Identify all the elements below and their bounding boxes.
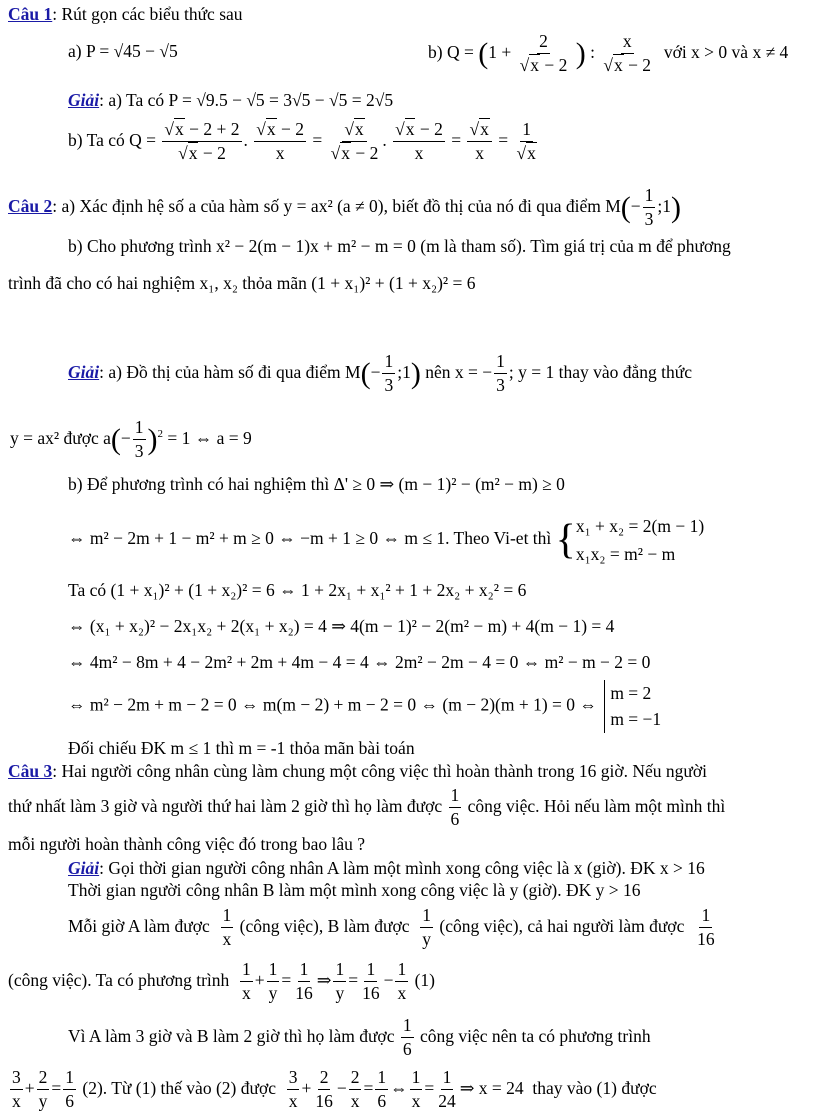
q2-heading: Câu 2	[8, 195, 53, 216]
q2-part-b-line1: b) Cho phương trình x² − 2(m − 1)x + m² − m = 0 (m là tham số). Tìm giá trị của m để phương	[68, 236, 731, 256]
q1-part-b: b) Q = (1 + $\frac{2}{√x - 2}$ ) : $\frac{x}{√x - 2}$ với x > 0 và x ≠ 4	[428, 31, 789, 76]
q2-solution-b5: ⇔ 4m² − 8m + 4 − 2m² + 2m + 4m − 4 = 4 ⇔ 2m² − 2m − 4 = 0 ⇔ m² − m − 2 = 0	[68, 652, 651, 672]
q2-part-b-line2: trình đã cho có hai nghiệm x₁, x₂ thỏa mãn (1 + x₁)² + (1 + x₂)² = 6	[8, 273, 476, 293]
q3-solution-1: Giải: Gọi thời gian người công nhân A làm một mình xong công việc là x (giờ). ĐK x > 16	[68, 858, 705, 878]
q1-condition: với x > 0 và x ≠ 4	[663, 41, 789, 62]
q1-title: : Rút gọn các biểu thức sau	[52, 4, 243, 24]
q3-solution-3: Mỗi giờ A làm được $\frac{1}{x}$ (công việc), B làm được $\frac{1}{y}$ (công việc), cả hai người làm được $\frac{1}{16}$	[68, 905, 715, 950]
q3-line3: mỗi người hoàn thành công việc đó trong bao lâu ?	[8, 834, 365, 854]
q3-solution-5: Vì A làm 3 giờ và B làm 2 giờ thì họ làm được $\frac{1}{6}$ công việc nên ta có phương trình	[68, 1015, 651, 1060]
q3-line1: Câu 3: Hai người công nhân cùng làm chung một công việc thì hoàn thành trong 16 giờ. Nếu người	[8, 761, 707, 781]
q2-solution-b3: Ta có (1 + x₁)² + (1 + x₂)² = 6 ⇔ 1 + 2x₁ + x₁² + 1 + 2x₂ + x₂² = 6	[68, 580, 527, 600]
q2-solution-a2: y = ax² được a(− $\frac{1}{3}$ )$^2$ = 1 ⇔ a = 9	[10, 417, 252, 462]
q3-solution-2: Thời gian người công nhân B làm một mình xong công việc là y (giờ). ĐK y > 16	[68, 880, 641, 900]
vieta-sum: x₁ + x₂ = 2(m − 1)	[575, 516, 705, 536]
q1-part-a: a) P = √45 − √5	[68, 41, 178, 61]
q2-conclusion: Đối chiếu ĐK m ≤ 1 thì m = -1 thỏa mãn bài toán	[68, 738, 415, 758]
q3-solution-6: $\frac{3}{x}$ + $\frac{2}{y}$ = $\frac{1}{6}$ (2). Từ (1) thế vào (2) được $\frac{3}{x}$ + $\frac{2}{16}$ − $\frac{2}{x}$ = $\frac{1}{6}$ ⇔ $\frac{1}{x}$ = $\frac{1}{24}$ ⇒ x = 24 thay vào (1) được	[12, 1067, 657, 1112]
q2-solution-b4: ⇔ (x₁ + x₂)² − 2x₁x₂ + 2(x₁ + x₂) = 4 ⇒ 4(m − 1)² − 2(m² − m) + 4(m − 1) = 4	[68, 616, 615, 636]
q1-solution-a: Giải: a) Ta có P = √9.5 − √5 = 3√5 − √5 = 2√5	[68, 90, 394, 110]
q3-line2: thứ nhất làm 3 giờ và người thứ hai làm 2 giờ thì họ làm được $\frac{1}{6}$ công việc. Hỏi nếu làm một mình thì	[8, 785, 726, 830]
q1-solution-b: b) Ta có Q = $\frac{√x - 2 + 2}{√x - 2}$ . $\frac{√x - 2}{x}$ = $\frac{√x}{√x - 2}$ . $\frac{√x - 2}{x}$ = $\frac{√x}{x}$ = $\frac{1}{√x}$	[68, 119, 536, 164]
q2-part-a: Câu 2: a) Xác định hệ số a của hàm số y = ax² (a ≠ 0), biết đồ thị của nó đi qua điểm M(− $\frac{1}{3}$ ;1)	[8, 185, 682, 230]
vieta-product: x₁x₂ = m² − m	[575, 544, 676, 564]
q1-title-line	[8, 6, 243, 24]
q2-solution-label: Giải	[68, 361, 100, 382]
root-1: m = 2	[610, 683, 652, 703]
q3-heading: Câu 3	[8, 761, 53, 781]
q3-solution-4: (công việc). Ta có phương trình $\frac{1}{x}$ + $\frac{1}{y}$ = $\frac{1}{16}$ ⇒ $\frac{1}{y}$ = $\frac{1}{16}$ − $\frac{1}{x}$ (1)	[8, 959, 435, 1004]
q2-solution-b1: b) Để phương trình có hai nghiệm thì Δ' ≥ 0 ⇒ (m − 1)² − (m² − m) ≥ 0	[68, 474, 565, 494]
q2-solution-a1: Giải: a) Đồ thị của hàm số đi qua điểm M(− $\frac{1}{3}$ ;1) nên x = − $\frac{1}{3}$ ; y = 1 thay vào đẳng thức	[68, 351, 693, 396]
q3-solution-label: Giải	[68, 858, 100, 878]
root-2: m = −1	[610, 709, 662, 730]
q2-solution-b2: ⇔ m² − 2m + 1 − m² + m ≥ 0 ⇔ −m + 1 ≥ 0 ⇔ m ≤ 1. Theo Vi-et thì {x₁ + x₂ = 2(m − 1) x₁x₂ = m² − m	[68, 516, 705, 564]
q2-solution-b6: ⇔ m² − 2m + m − 2 = 0 ⇔ m(m − 2) + m − 2 = 0 ⇔ (m − 2)(m + 1) = 0 ⇔ m = 2 m = −1	[68, 680, 661, 733]
q1-solution-label: Giải	[68, 90, 100, 110]
q1-heading: Câu 1	[8, 4, 53, 24]
